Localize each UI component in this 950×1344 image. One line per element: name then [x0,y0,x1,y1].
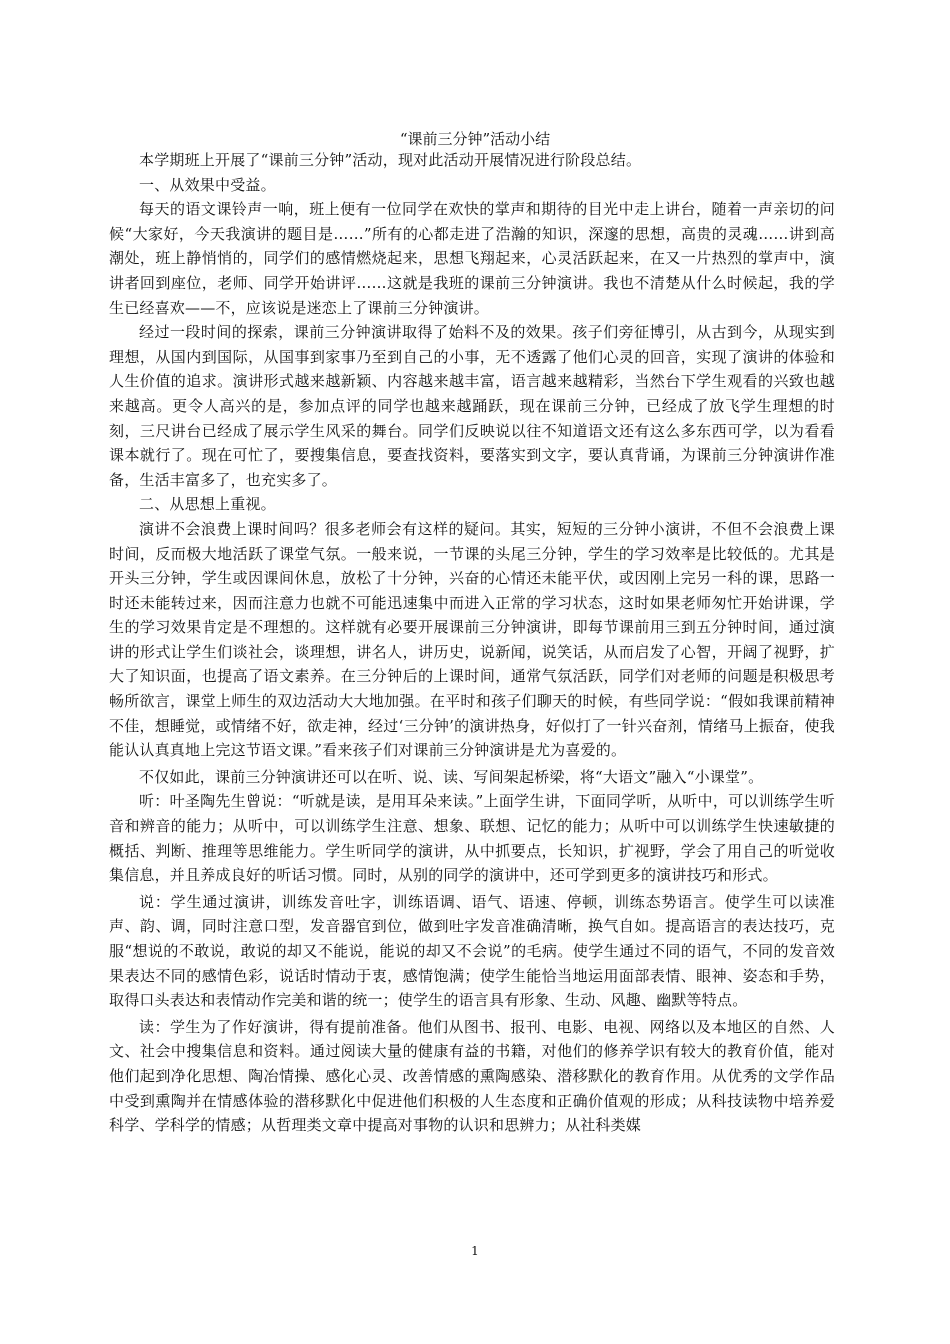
paragraph: 经过一段时间的探索，课前三分钟演讲取得了始料不及的效果。孩子们旁征博引，从古到今，从现实到理想，从国内到国际，从国事到家事乃至到自己的小事，无不透露了他们心灵的回音，实现了演讲的体验和人生价值的追求。演讲形式越来越新颖、内容越来越丰富，语言越来越精彩，当然台下学生观看的兴致也越来越高。更令人高兴的是，参加点评的同学也越来越踊跃，现在课前三分钟，已经成了放飞学生理想的时刻，三尺讲台已经成了展示学生风采的舞台。同学们反映说以往不知道语文还有这么多东西可学，以为看看课本就行了。现在可忙了，要搜集信息，要查找资料，要落实到文字，要认真背诵，为课前三分钟演讲作准备，生活丰富多了，也充实多了。 [109,323,835,489]
section-heading-2: 二、从思想上重视。 [139,495,276,514]
document-body [109,148,835,1138]
paragraph-intro: 本学期班上开展了“课前三分钟”活动，现对此活动开展情况进行阶段总结。 [139,151,642,169]
paragraph: 不仅如此，课前三分钟演讲还可以在听、说、读、写间架起桥梁，将“大语文”融入“小课堂”。 [139,767,764,786]
section-heading-1: 一、从效果中受益。 [139,175,276,194]
paragraph: 演讲不会浪费上课时间吗？很多老师会有这样的疑问。其实，短短的三分钟小演讲，不但不会浪费上课时间，反而极大地活跃了课堂气氛。一般来说，一节课的头尾三分钟，学生的学习效率是比较低的。尤其是开头三分钟，学生或因课间休息，放松了十分钟，兴奋的心情还未能平伏，或因刚上完另一科的课，思路一时还未能转过来，因而注意力也就不可能迅速集中而进入正常的学习状态，这时如果老师匆忙开始讲课，学生的学习效果肯定是不理想的。这样就有必要开展课前三分钟演讲，即每节课前用三到五分钟时间，通过演讲的形式让学生们谈社会，谈理想，讲名人，讲历史，说新闻，说笑话，从而启发了心智，开阔了视野，扩大了知识面，也提高了语文素养。在三分钟后的上课时间，通常气氛活跃，同学们对老师的问题是积极思考畅所欲言，课堂上师生的双边活动大大地加强。在平时和孩子们聊天的时候，有些同学说：“假如我课前精神不佳，想睡觉，或情绪不好，欲走神，经过‘三分钟’的演讲热身，好似打了一针兴奋剂，情绪马上振奋，使我能认认真真地上完这节语文课。”看来孩子们对课前三分钟演讲是尤为喜爱的。 [109,519,835,760]
paragraph-listening: 听：叶圣陶先生曾说：“听就是读，是用耳朵来读。”上面学生讲，下面同学听，从听中，可以训练学生听音和辨音的能力；从听中，可以训练学生注意、想象、联想、记忆的能力；从听中可以训练学生快速敏捷的概括、判断、推理等思维能力。学生听同学的演讲，从中抓要点，长知识，扩视野，学会了用自己的听觉收集信息，并且养成良好的听话习惯。同时，从别的同学的演讲中，还可学到更多的演讲技巧和形式。 [109,792,835,885]
page-number: 1 [471,1244,479,1258]
paragraph-reading: 读：学生为了作好演讲，得有提前准备。他们从图书、报刊、电影、电视、网络以及本地区的自然、人文、社会中搜集信息和资料。通过阅读大量的健康有益的书籍，对他们的修养学识有较大的教育价值，能对他们起到净化思想、陶冶情操、感化心灵、改善情感的熏陶感染、潜移默化的教育作用。从优秀的文学作品中受到熏陶并在情感体验的潜移默化中促进他们积极的人生态度和正确价值观的形成；从科技读物中培养爱科学、学科学的情感；从哲理类文章中提高对事物的认识和思辨力；从社科类媒 [109,1017,835,1135]
paragraph-speaking: 说：学生通过演讲，训练发音吐字，训练语调、语气、语速、停顿，训练态势语言。使学生可以读准声、韵、调，同时注意口型，发音器官到位，做到吐字发音准确清晰，换气自如。提高语言的表达技巧，克服“想说的不敢说，敢说的却又不能说，能说的却又不会说”的毛病。使学生通过不同的语气，不同的发音效果表达不同的感情色彩，说话时情动于衷，感情饱满；使学生能恰当地运用面部表情、眼神、姿态和手势，取得口头表达和表情动作完美和谐的统一；使学生的语言具有形象、生动、风趣、幽默等特点。 [109,892,835,1010]
document-title: “课前三分钟”活动小结 [399,130,551,148]
paragraph: 每天的语文课铃声一响，班上便有一位同学在欢快的掌声和期待的目光中走上讲台，随着一声亲切的问候“大家好，今天我演讲的题目是……”所有的心都走进了浩瀚的知识，深邃的思想，高贵的灵魂……讲到高潮处，班上静悄悄的，同学们的感情燃烧起来，思想飞翔起来，心灵活跃起来，在又一片热烈的掌声中，演讲者回到座位，老师、同学开始讲评……这就是我班的课前三分钟演讲。我也不清楚从什么时候起，我的学生已经喜欢——不，应该说是迷恋上了课前三分钟演讲。 [109,200,835,317]
